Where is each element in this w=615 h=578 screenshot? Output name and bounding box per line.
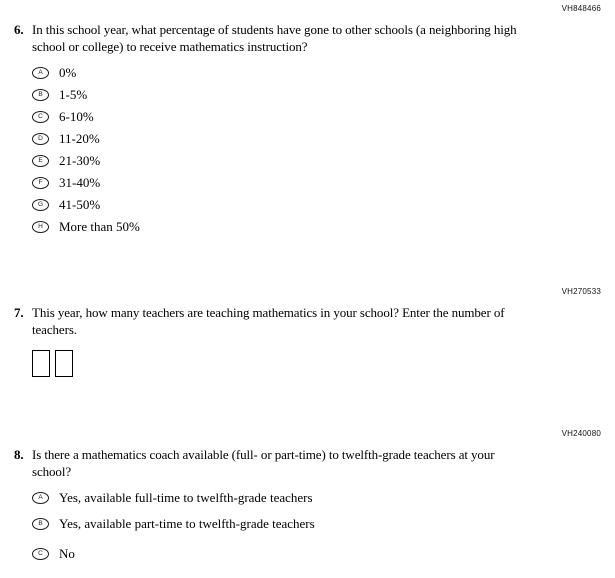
question-7 bbox=[14, 304, 601, 338]
item-code: VH270533 bbox=[561, 287, 601, 296]
answer-option[interactable] bbox=[32, 546, 601, 562]
answer-option[interactable] bbox=[32, 65, 601, 81]
answer-option[interactable] bbox=[32, 516, 601, 532]
question-6 bbox=[14, 21, 601, 55]
option-label: More than 50% bbox=[59, 219, 140, 234]
teacher-count-digit-box-2[interactable] bbox=[55, 350, 73, 377]
question-block-8 bbox=[14, 429, 601, 562]
oval-letter: G bbox=[37, 200, 44, 208]
question-number: 8. bbox=[14, 447, 24, 462]
answer-option[interactable] bbox=[32, 490, 601, 506]
option-label: 1-5% bbox=[59, 87, 88, 102]
radio-oval-icon[interactable] bbox=[32, 155, 49, 167]
question-text: In this school year, what percentage of students have gone to other schools (a neighboring high school or college) to receive mathematics instruction? bbox=[32, 22, 517, 54]
oval-letter: F bbox=[38, 178, 43, 186]
answer-option[interactable] bbox=[32, 109, 601, 125]
radio-oval-icon[interactable] bbox=[32, 89, 49, 101]
option-label: 0% bbox=[59, 65, 77, 80]
question-number: 7. bbox=[14, 305, 24, 320]
question-8 bbox=[14, 446, 601, 480]
question-text: Is there a mathematics coach available (full- or part-time) to twelfth-grade teachers at your school? bbox=[32, 447, 495, 479]
answer-option[interactable] bbox=[32, 219, 601, 235]
item-code: VH848466 bbox=[561, 4, 601, 13]
radio-oval-icon[interactable] bbox=[32, 221, 49, 233]
radio-oval-icon[interactable] bbox=[32, 67, 49, 79]
radio-oval-icon[interactable] bbox=[32, 548, 49, 560]
oval-letter: B bbox=[38, 90, 43, 98]
oval-letter: C bbox=[38, 549, 43, 557]
teacher-count-digit-box-1[interactable] bbox=[32, 350, 50, 377]
question-8-options bbox=[32, 490, 601, 562]
answer-option[interactable] bbox=[32, 197, 601, 213]
answer-option[interactable] bbox=[32, 153, 601, 169]
item-code: VH240080 bbox=[561, 429, 601, 438]
option-label: Yes, available part-time to twelfth-grade teachers bbox=[59, 516, 315, 531]
question-number: 6. bbox=[14, 22, 24, 37]
radio-oval-icon[interactable] bbox=[32, 199, 49, 211]
question-text: This year, how many teachers are teaching mathematics in your school? Enter the number of teachers. bbox=[32, 305, 505, 337]
option-label: 21-30% bbox=[59, 153, 101, 168]
option-label: 31-40% bbox=[59, 175, 101, 190]
radio-oval-icon[interactable] bbox=[32, 177, 49, 189]
option-label: 6-10% bbox=[59, 109, 94, 124]
option-label: Yes, available full-time to twelfth-grade teachers bbox=[59, 490, 313, 505]
option-label: 41-50% bbox=[59, 197, 101, 212]
oval-letter: C bbox=[38, 112, 43, 120]
radio-oval-icon[interactable] bbox=[32, 492, 49, 504]
answer-option[interactable] bbox=[32, 175, 601, 191]
oval-letter: B bbox=[38, 519, 43, 527]
radio-oval-icon[interactable] bbox=[32, 111, 49, 123]
option-label: 11-20% bbox=[59, 131, 100, 146]
radio-oval-icon[interactable] bbox=[32, 133, 49, 145]
question-block-7 bbox=[14, 287, 601, 377]
option-label: No bbox=[59, 546, 75, 561]
oval-letter: A bbox=[38, 68, 43, 76]
question-6-options bbox=[32, 65, 601, 235]
question-block-6 bbox=[14, 4, 601, 235]
oval-letter: A bbox=[38, 493, 43, 501]
oval-letter: D bbox=[38, 134, 43, 142]
answer-option[interactable] bbox=[32, 87, 601, 103]
teacher-count-entry bbox=[32, 350, 601, 377]
answer-option[interactable] bbox=[32, 131, 601, 147]
oval-letter: E bbox=[38, 156, 43, 164]
oval-letter: H bbox=[38, 222, 43, 230]
radio-oval-icon[interactable] bbox=[32, 518, 49, 530]
